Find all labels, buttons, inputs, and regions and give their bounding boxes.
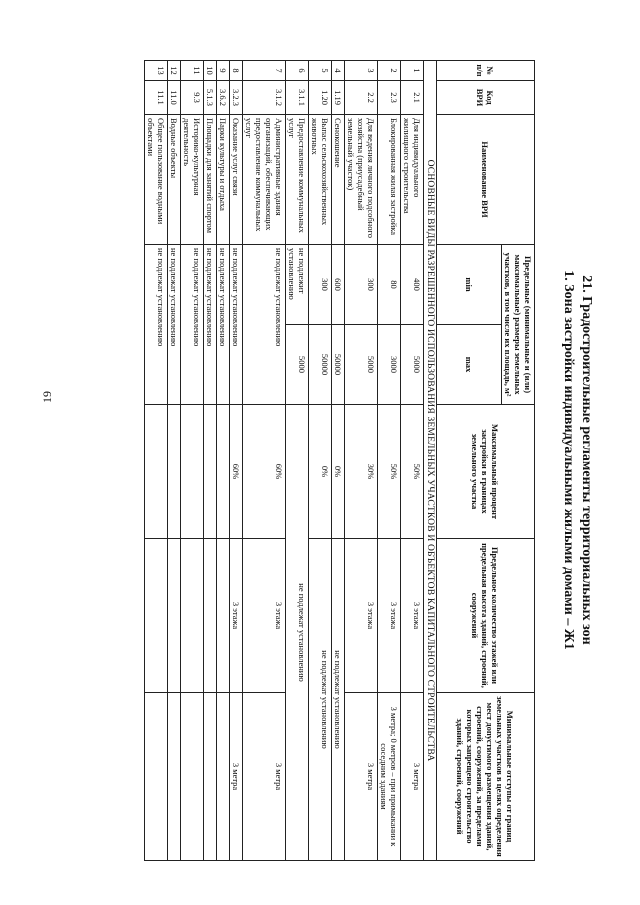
row-code: 1.19 (332, 81, 345, 115)
row-code: 9.3 (181, 81, 204, 115)
row-setback-empty (217, 693, 230, 861)
row-percent: 0% (309, 405, 332, 539)
row-min: не подлежит установлению (286, 245, 309, 325)
row-max: 5000 (286, 325, 309, 405)
row-percent-empty (204, 405, 217, 539)
row-num: 8 (230, 61, 243, 81)
row-num: 10 (204, 61, 217, 81)
row-code: 3.1.2 (243, 81, 286, 115)
row-num: 7 (243, 61, 286, 81)
header-min: min (437, 245, 502, 325)
row-min: 300 (345, 245, 378, 325)
row-percent: 50% (378, 405, 401, 539)
row-name: Историко-культурная деятельность (181, 115, 204, 245)
row-name: Для индивидуального жилищного строительства (401, 115, 424, 245)
row-percent: 60% (230, 405, 243, 539)
header-floors: Предельное количество этажей или предельная высота зданий, строений, сооружений (437, 539, 535, 693)
table-row (230, 61, 243, 861)
header-max: max (437, 325, 502, 405)
row-num: 13 (145, 61, 168, 81)
row-code: 2.1 (401, 81, 424, 115)
table-row (204, 61, 217, 861)
table-row (243, 61, 286, 861)
row-merged: не подлежат установлению (332, 539, 345, 861)
row-num: 11 (181, 61, 204, 81)
row-percent-empty (168, 405, 181, 539)
row-code: 3.1.1 (286, 81, 309, 115)
row-num: 12 (168, 61, 181, 81)
table-row (145, 61, 168, 861)
row-merged: не подлежат установлению (286, 405, 309, 861)
row-percent-empty (145, 405, 168, 539)
table-row (401, 61, 424, 861)
row-setback: 3 метра; 0 метров – при примыкании к соседним зданиям (378, 693, 401, 861)
table-row (345, 61, 378, 861)
row-floors-empty (145, 539, 168, 693)
table-row (332, 61, 345, 861)
row-name: Оказание услуг связи (230, 115, 243, 245)
row-code: 5.1.3 (204, 81, 217, 115)
row-setback-empty (145, 693, 168, 861)
row-size-merged: не подлежат установлению (181, 245, 204, 405)
page-number: 19 (40, 391, 54, 403)
row-setback: 3 метра (230, 693, 243, 861)
table-row (309, 61, 332, 861)
table-row (181, 61, 204, 861)
row-floors: 3 этажа (378, 539, 401, 693)
row-floors-empty (181, 539, 204, 693)
row-min: 600 (332, 245, 345, 325)
row-name: Парки культуры и отдыха (217, 115, 230, 245)
regulations-table (144, 60, 535, 861)
row-floors-empty (168, 539, 181, 693)
header-setback: Минимальные отступы от границ земельных участков в целях определения мест допустимого размещения зданий, строений, сооружений, за пределами которых запрещено строительство зданий, строений, сооружений (437, 693, 535, 861)
row-code: 3.6.2 (217, 81, 230, 115)
row-num: 1 (401, 61, 424, 81)
row-size-merged: не подлежат установлению (243, 245, 286, 405)
row-num: 9 (217, 61, 230, 81)
row-max: 5000 (345, 325, 378, 405)
header-sizes: Предельные (минимальные и (или) максимальные) размеры земельных участков, в том числе их площадь, м² (502, 245, 535, 405)
row-setback-empty (168, 693, 181, 861)
row-max: 50000 (309, 325, 332, 405)
row-floors: 3 этажа (345, 539, 378, 693)
row-name: Сенокошение (332, 115, 345, 245)
row-name: Общее пользование водными объектами (145, 115, 168, 245)
row-size-merged: не подлежат установлению (217, 245, 230, 405)
row-name: Площадки для занятий спортом (204, 115, 217, 245)
row-percent-empty (181, 405, 204, 539)
row-percent: 0% (332, 405, 345, 539)
section-title: ОСНОВНЫЕ ВИДЫ РАЗРЕШЕННОГО ИСПОЛЬЗОВАНИЯ ЗЕМЕЛЬНЫХ УЧАСТКОВ И ОБЪЕКТОВ КАПИТАЛЬНОГО СТРОИТЕЛЬСТВА (424, 61, 437, 861)
row-max: 50000 (332, 325, 345, 405)
row-code: 2.2 (345, 81, 378, 115)
table-row (217, 61, 230, 861)
row-floors: 3 этажа (243, 539, 286, 693)
table-header-row (502, 61, 535, 861)
header-percent: Максимальный процент застройки в границах земельного участка (437, 405, 535, 539)
row-min: 80 (378, 245, 401, 325)
header-num: № п/п (437, 61, 535, 81)
row-floors: 3 этажа (230, 539, 243, 693)
row-size-merged: не подлежат установлению (230, 245, 243, 405)
row-min: 300 (309, 245, 332, 325)
row-setback: 3 метра (243, 693, 286, 861)
row-max: 5000 (401, 325, 424, 405)
row-code: 11.1 (145, 81, 168, 115)
row-num: 4 (332, 61, 345, 81)
row-setback-empty (181, 693, 204, 861)
subheading: 1. Зона застройки индивидуальными жилыми домами – Ж1 (561, 270, 576, 650)
row-code: 1.20 (309, 81, 332, 115)
row-percent: 50% (401, 405, 424, 539)
row-size-merged: не подлежат установлению (145, 245, 168, 405)
row-code: 3.2.3 (230, 81, 243, 115)
row-code: 2.3 (378, 81, 401, 115)
row-percent: 30% (345, 405, 378, 539)
row-percent: 60% (243, 405, 286, 539)
section-row (424, 61, 437, 861)
row-num: 2 (378, 61, 401, 81)
row-floors-empty (204, 539, 217, 693)
table-row (286, 61, 309, 861)
row-setback-empty (204, 693, 217, 861)
row-name: Водные объекты (168, 115, 181, 245)
row-name: Предоставление коммунальных услуг (286, 115, 309, 245)
row-name: Блокированная жилая застройка (378, 115, 401, 245)
table-row (168, 61, 181, 861)
row-merged: не подлежат установлению (309, 539, 332, 861)
row-name: Выпас сельскохозяйственных животных (309, 115, 332, 245)
row-num: 6 (286, 61, 309, 81)
row-num: 3 (345, 61, 378, 81)
row-name: Для ведения личного подсобного хозяйства (приусадебный земельный участок) (345, 115, 378, 245)
row-setback: 3 метра (345, 693, 378, 861)
row-percent-empty (217, 405, 230, 539)
header-name: Наименование ВРИ (437, 115, 535, 245)
row-max: 3000 (378, 325, 401, 405)
row-size-merged: не подлежат установлению (204, 245, 217, 405)
row-floors-empty (217, 539, 230, 693)
table-row (378, 61, 401, 861)
row-code: 11.0 (168, 81, 181, 115)
row-size-merged: не подлежат установлению (168, 245, 181, 405)
row-name: Административные здания организаций, обеспечивающих предоставление коммунальных услуг (243, 115, 286, 245)
row-num: 5 (309, 61, 332, 81)
row-setback: 3 метра (401, 693, 424, 861)
row-min: 400 (401, 245, 424, 325)
header-code: Код ВРИ (437, 81, 535, 115)
heading: 21. Градостроительные регламенты территориальных зон (579, 275, 594, 645)
rotated-page-content (90, 60, 595, 860)
row-floors: 3 этажа (401, 539, 424, 693)
